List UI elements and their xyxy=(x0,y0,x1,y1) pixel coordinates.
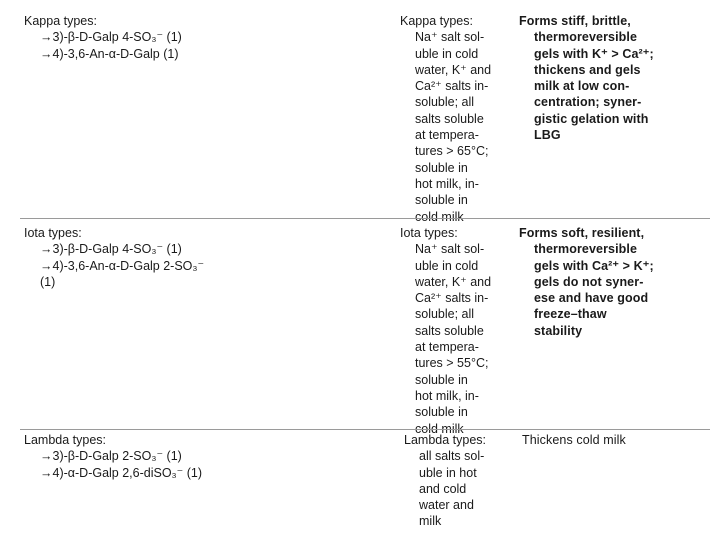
iota-structure-heading: Iota types: xyxy=(24,226,82,240)
iota-solubility-line: salts soluble xyxy=(415,323,484,338)
kappa-solubility-line: soluble; all xyxy=(415,95,475,110)
lambda-structure-heading: Lambda types: xyxy=(24,433,106,447)
kappa-structure xyxy=(24,13,182,62)
iota-properties-line: freeze–thaw xyxy=(534,307,607,322)
kappa-properties-line: thickens and gels xyxy=(534,62,641,77)
iota-solubility xyxy=(400,225,491,437)
iota-structure-unit-1: →3)-β-D-Galp 4-SO₃⁻ (1) xyxy=(40,242,182,257)
kappa-properties-line: LBG xyxy=(534,128,561,143)
iota-properties-line: gels do not syner- xyxy=(534,274,644,289)
iota-structure-unit-2: →4)-3,6-An-α-D-Galp 2-SO₃⁻ xyxy=(40,258,205,273)
kappa-properties-line: thermoreversible xyxy=(534,30,638,45)
iota-properties xyxy=(519,225,654,339)
kappa-solubility-line: soluble in xyxy=(415,193,468,208)
iota-solubility-line: Ca²⁺ salts in- xyxy=(415,291,489,306)
iota-solubility-line: soluble; all xyxy=(415,307,475,322)
iota-solubility-line: hot milk, in- xyxy=(415,388,479,403)
kappa-solubility-line: at tempera- xyxy=(415,128,479,143)
lambda-properties-line: Thickens cold milk xyxy=(522,433,626,447)
kappa-solubility-line: uble in cold xyxy=(415,46,479,61)
kappa-structure-unit-2: →4)-3,6-An-α-D-Galp (1) xyxy=(40,46,179,61)
iota-structure xyxy=(24,225,204,290)
kappa-solubility-line: Ca²⁺ salts in- xyxy=(415,79,489,94)
kappa-properties-line: gistic gelation with xyxy=(534,111,649,126)
iota-solubility-line: tures > 55°C; xyxy=(415,356,489,371)
iota-structure-unit-2-cont: (1) xyxy=(40,274,56,289)
kappa-solubility-line: water, K⁺ and xyxy=(415,62,492,77)
kappa-properties xyxy=(519,13,654,143)
kappa-structure-heading: Kappa types: xyxy=(24,14,97,28)
lambda-structure xyxy=(24,432,202,481)
iota-solubility-line: soluble in xyxy=(415,372,468,387)
row-divider xyxy=(20,429,710,430)
kappa-properties-line: gels with K⁺ > Ca²⁺; xyxy=(534,46,654,61)
kappa-solubility xyxy=(400,13,491,225)
iota-properties-line: thermoreversible xyxy=(534,242,638,257)
lambda-solubility-line: water and xyxy=(419,498,474,513)
iota-solubility-line: cold milk xyxy=(415,421,464,436)
iota-solubility-line: at tempera- xyxy=(415,340,479,355)
lambda-solubility-line: and cold xyxy=(419,481,467,496)
lambda-solubility xyxy=(404,432,486,530)
lambda-solubility-line: all salts sol- xyxy=(419,449,485,464)
iota-solubility-line: water, K⁺ and xyxy=(415,274,492,289)
kappa-solubility-heading: Kappa types: xyxy=(400,14,473,28)
iota-solubility-line: soluble in xyxy=(415,405,468,420)
iota-properties-line: ese and have good xyxy=(534,291,649,306)
iota-solubility-heading: Iota types: xyxy=(400,226,458,240)
iota-properties-line: stability xyxy=(534,323,583,338)
lambda-solubility-line: milk xyxy=(419,514,442,529)
lambda-solubility-line: uble in hot xyxy=(419,465,477,480)
kappa-solubility-line: cold milk xyxy=(415,209,464,224)
iota-solubility-line: Na⁺ salt sol- xyxy=(415,242,485,257)
kappa-properties-line: milk at low con- xyxy=(534,79,630,94)
lambda-structure-unit-2: →4)-α-D-Galp 2,6-diSO₃⁻ (1) xyxy=(40,465,202,480)
kappa-solubility-line: Na⁺ salt sol- xyxy=(415,30,485,45)
lambda-solubility-heading: Lambda types: xyxy=(404,433,486,447)
kappa-structure-unit-1: →3)-β-D-Galp 4-SO₃⁻ (1) xyxy=(40,30,182,45)
row-divider xyxy=(20,218,710,219)
kappa-properties-line: centration; syner- xyxy=(534,95,642,110)
lambda-structure-unit-1: →3)-β-D-Galp 2-SO₃⁻ (1) xyxy=(40,449,182,464)
kappa-solubility-line: tures > 65°C; xyxy=(415,144,489,159)
iota-properties-line: gels with Ca²⁺ > K⁺; xyxy=(534,258,654,273)
iota-properties-line: Forms soft, resilient, xyxy=(519,226,645,240)
kappa-properties-line: Forms stiff, brittle, xyxy=(519,14,631,28)
lambda-properties xyxy=(522,432,626,448)
iota-solubility-line: uble in cold xyxy=(415,258,479,273)
kappa-solubility-line: soluble in xyxy=(415,160,468,175)
kappa-solubility-line: salts soluble xyxy=(415,111,484,126)
kappa-solubility-line: hot milk, in- xyxy=(415,176,479,191)
